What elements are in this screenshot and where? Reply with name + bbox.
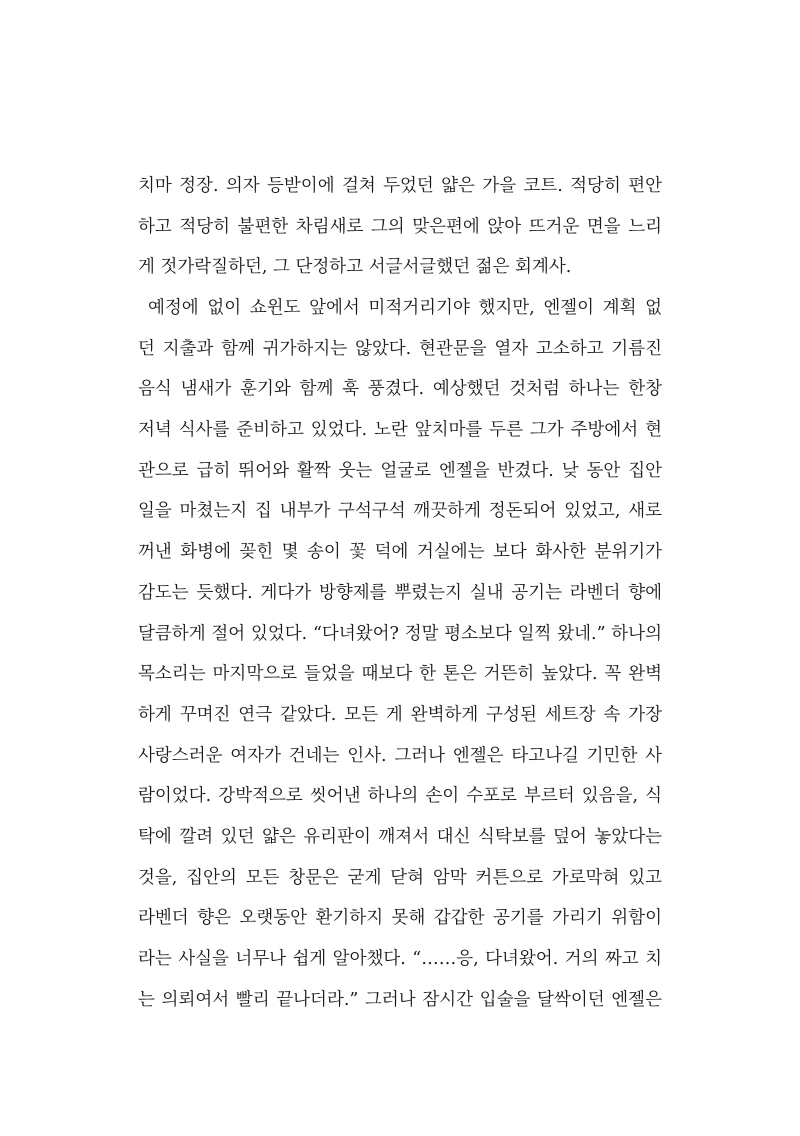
text-line: 음식 냄새가 훈기와 함께 훅 풍겼다. 예상했던 것처럼 하나는 한창 bbox=[138, 379, 662, 400]
text-line: 하게 꾸며진 연극 같았다. 모든 게 완벽하게 구성된 세트장 속 가장 bbox=[138, 704, 662, 725]
text-line: 일을 마쳤는지 집 내부가 구석구석 깨끗하게 정돈되어 있었고, 새로 bbox=[138, 501, 662, 522]
text-line: 탁에 깔려 있던 얇은 유리판이 깨져서 대신 식탁보를 덮어 놓았다는 bbox=[138, 826, 662, 847]
text-line: 달큼하게 절어 있었다. “다녀왔어? 정말 평소보다 일찍 왔네.” 하나의 bbox=[138, 623, 662, 644]
text-line: 람이었다. 강박적으로 씻어낸 하나의 손이 수포로 부르터 있음을, 식 bbox=[138, 786, 662, 807]
text-line: 라벤더 향은 오랫동안 환기하지 못해 갑갑한 공기를 가리기 위함이 bbox=[138, 908, 662, 929]
text-line: 저녁 식사를 준비하고 있었다. 노란 앞치마를 두른 그가 주방에서 현 bbox=[138, 420, 662, 441]
text-line: 감도는 듯했다. 게다가 방향제를 뿌렸는지 실내 공기는 라벤더 향에 bbox=[138, 582, 662, 603]
text-line: 라는 사실을 너무나 쉽게 알아챘다. “……응, 다녀왔어. 거의 짜고 치 bbox=[138, 949, 662, 969]
text-line: 관으로 급히 뛰어와 활짝 웃는 얼굴로 엔젤을 반겼다. 낮 동안 집안 bbox=[138, 460, 662, 481]
text-line: 사랑스러운 여자가 건네는 인사. 그러나 엔젤은 타고나길 기민한 사 bbox=[138, 745, 662, 766]
paragraph-1 bbox=[138, 166, 662, 288]
text-line: 예정에 없이 쇼윈도 앞에서 미적거리기야 했지만, 엔젤이 계획 없 bbox=[148, 298, 662, 318]
text-line: 목소리는 마지막으로 들었을 때보다 한 톤은 거뜬히 높았다. 꼭 완벽 bbox=[138, 664, 662, 685]
text-line: 던 지출과 함께 귀가하지는 않았다. 현관문을 열자 고소하고 기름진 bbox=[138, 338, 662, 359]
text-line: 게 젓가락질하던, 그 단정하고 서글서글했던 젊은 회계사. bbox=[138, 257, 572, 278]
text-line: 것을, 집안의 모든 창문은 굳게 닫혀 암막 커튼으로 가로막혀 있고 bbox=[138, 867, 662, 888]
text-line: 꺼낸 화병에 꽂힌 몇 송이 꽃 덕에 거실에는 보다 화사한 분위기가 bbox=[138, 542, 662, 563]
text-line: 하고 적당히 불편한 차림새로 그의 맞은편에 앉아 뜨거운 면을 느리 bbox=[138, 216, 662, 237]
text-line: 는 의뢰여서 빨리 끝나더라.” 그러나 잠시간 입술을 달싹이던 엔젤은 bbox=[138, 989, 662, 1010]
text-line: 치마 정장. 의자 등받이에 걸쳐 두었던 얇은 가을 코트. 적당히 편안 bbox=[138, 176, 662, 196]
paragraph-2 bbox=[138, 288, 662, 1020]
